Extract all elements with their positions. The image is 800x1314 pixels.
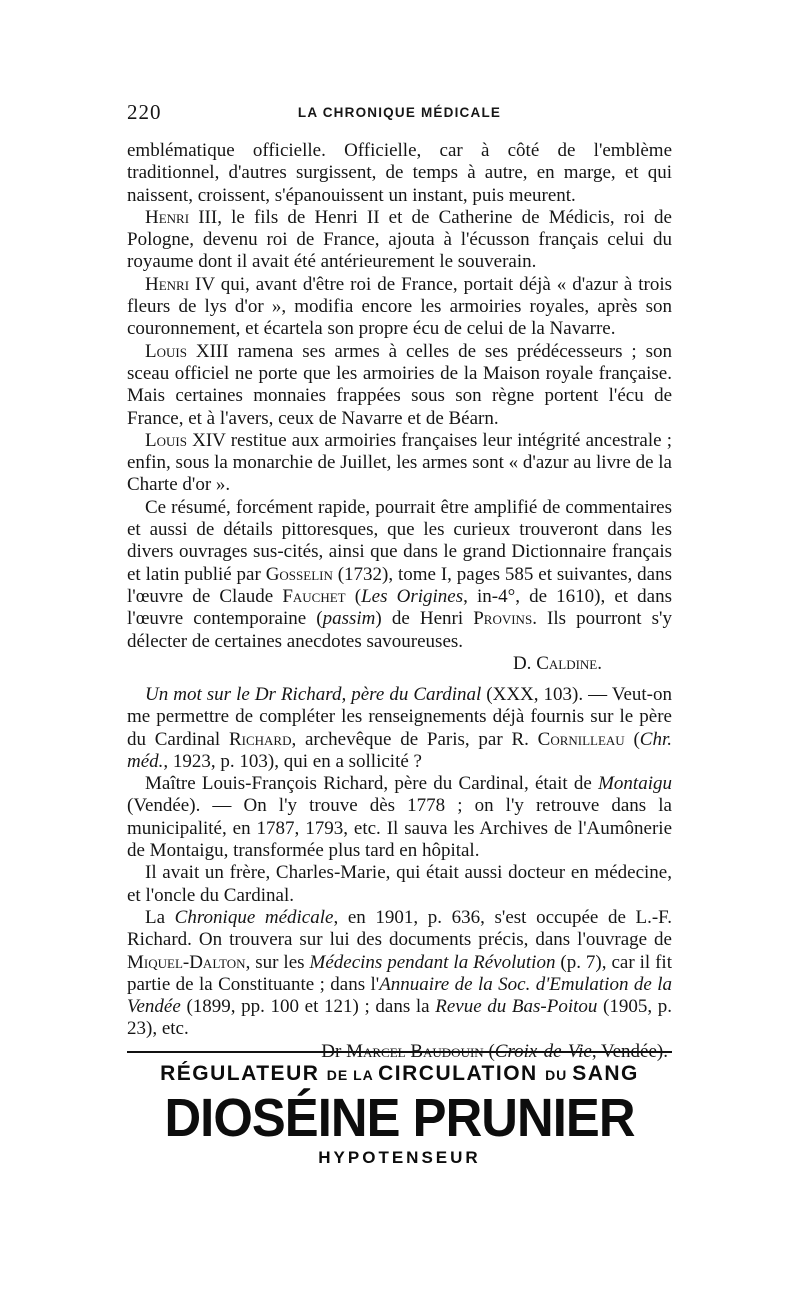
ad-brand-name: DIOSÉINE PRUNIER xyxy=(164,1088,635,1148)
paragraph: Louis XIII ramena ses armes à celles de ses prédécesseurs ; son sceau officiel ne porte que les armoiries de la Maison royale française. Mais certaines monnaies frappées sous son règne portent l'écu de France, et à l'avers, ceux de Navarre et de Béarn. xyxy=(127,340,672,429)
paragraph: La Chronique médicale, en 1901, p. 636, s'est occupée de L.-F. Richard. On trouvera sur lui des documents précis, dans l'ouvrage de Miquel-Dalton, sur les Médecins pendant la Révolution (p. 7), car il fit partie de la Constituante ; dans l'Annuaire de la Soc. d'Emulation de la Vendée (1899, pp. 100 et 121) ; dans la Revue du Bas-Poitou (1905, p. 23), etc. xyxy=(127,906,673,1040)
paragraph: Un mot sur le Dr Richard, père du Cardinal (XXX, 103). — Veut-on me permettre de compléter les renseignements déjà fournis sur le père du Cardinal Richard, archevêque de Paris, par R. Cornilleau (Chr. méd., 1923, p. 103), qui en a sollicité ? xyxy=(127,684,673,772)
advertisement xyxy=(127,1060,672,1168)
running-head: LA CHRONIQUE MÉDICALE xyxy=(297,105,502,120)
article-dr-richard xyxy=(127,684,672,1063)
article-signature: Dr Marcel Baudouin (Croix-de-Vie, Vendée). xyxy=(321,1040,668,1062)
article-signature: D. Caldine. xyxy=(512,652,602,674)
paragraph: Henri III, le fils de Henri II et de Catherine de Médicis, roi de Pologne, devenu roi de France, ajouta à l'écusson français celui du royaume dont il avait été antérieurement le souverain. xyxy=(127,206,672,273)
paragraph: Henri IV qui, avant d'être roi de France, portait déjà « d'azur à trois fleurs de lys d'or », modifia encore les armoiries royales, après son couronnement, et écartela son propre écu de celui de la Navarre. xyxy=(127,273,672,340)
ad-subtitle: HYPOTENSEUR xyxy=(318,1148,481,1167)
paragraph: Louis XIV restitue aux armoiries françaises leur intégrité ancestrale ; enfin, sous la monarchie de Juillet, les armes sont « d'azur au livre de la Charte d'or ». xyxy=(127,429,672,496)
paragraph: Maître Louis-François Richard, père du Cardinal, était de Montaigu (Vendée). — On l'y trouve dès 1778 ; on l'y retrouve dans la municipalité, en 1787, 1793, etc. Il sauva les Archives de l'Aumônerie de Montaigu, transformée plus tard en hôpital. xyxy=(127,773,672,862)
page-header xyxy=(127,100,672,124)
ad-tagline: RÉGULATEUR DE LA CIRCULATION DU SANG xyxy=(160,1062,639,1085)
paragraph: Il avait un frère, Charles-Marie, qui était aussi docteur en médecine, et l'oncle du Cardinal. xyxy=(127,862,672,906)
article-title: Un mot sur le Dr Richard, père du Cardinal xyxy=(145,684,482,705)
page-number: 220 xyxy=(127,100,162,124)
paragraph: emblématique officielle. Officielle, car à côté de l'emblème traditionnel, d'autres surgissent, de temps à autre, en marge, et qui naissent, croissent, s'épanouissent un instant, puis meurent. xyxy=(127,140,672,206)
paragraph: Ce résumé, forcément rapide, pourrait être amplifié de commentaires et aussi de détails pittoresques, que les curieux trouveront dans les divers ouvrages sus-cités, ainsi que dans le grand Dictionnaire français et latin publié par Gosselin (1732), tome I, pages 585 et suivantes, dans l'œuvre de Claude Fauchet (Les Origines, in-4°, de 1610), et dans l'œuvre contemporaine (passim) de Henri Provins. Ils pourront s'y délecter de certaines anecdotes savoureuses. xyxy=(127,496,673,652)
divider xyxy=(127,1051,672,1053)
article-armoiries xyxy=(127,140,672,675)
